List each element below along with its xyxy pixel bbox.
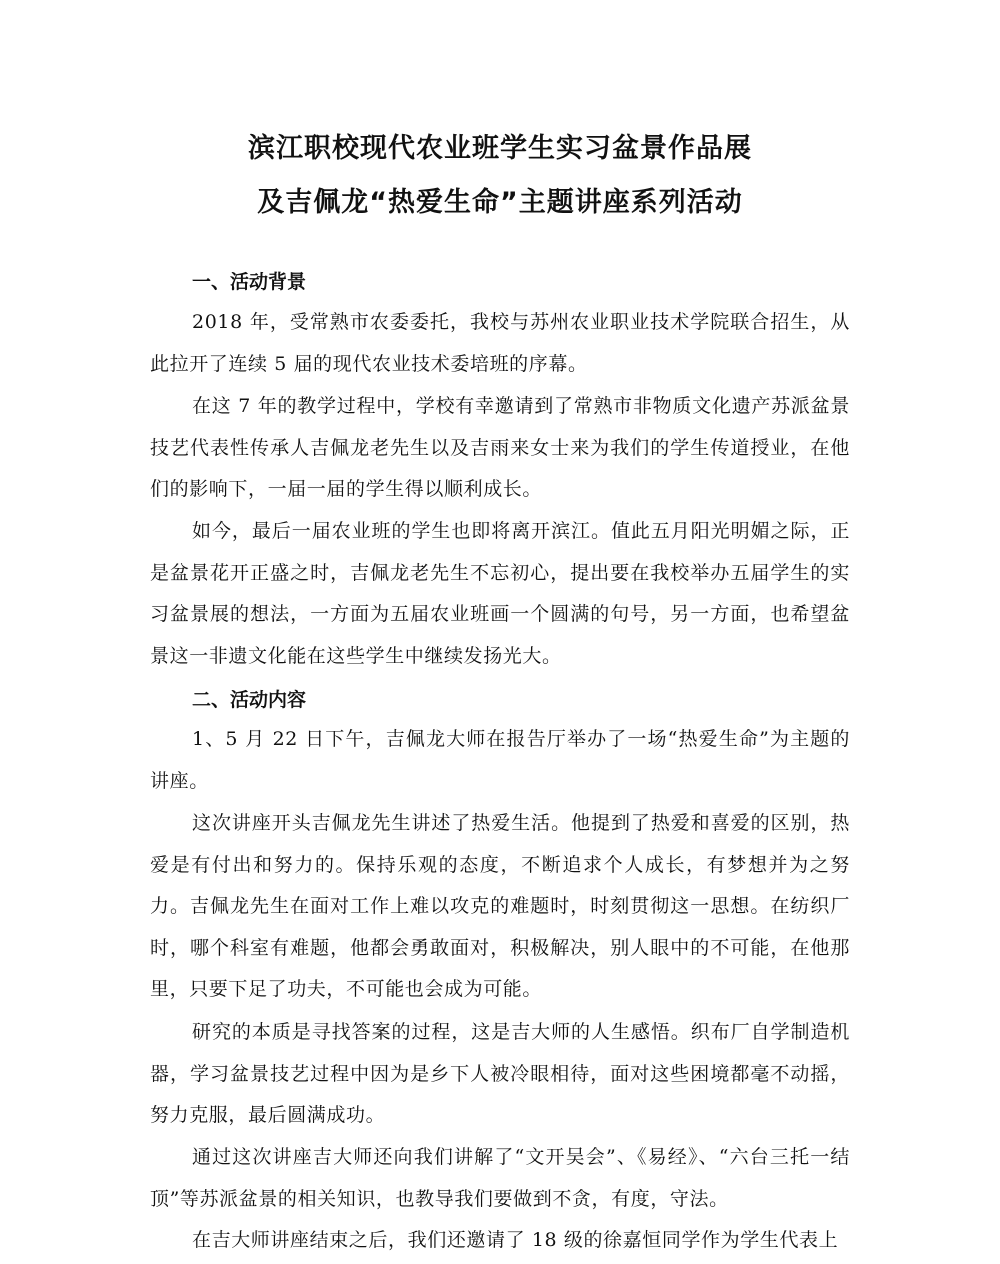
document-title-line-2: 及吉佩龙“热爱生命”主题讲座系列活动 xyxy=(257,187,743,218)
paragraph-3: 如今，最后一届农业班的学生也即将离开滨江。值此五月阳光明媚之际，正是盆景花开正盛之时，吉佩龙老先生不忘初心，提出要在我校举办五届学生的实习盆景展的想法，一方面为五届农业班画一个圆满的句号，另一方面，也希望盆景这一非遗文化能在这些学生中继续发扬光大。 xyxy=(150,520,850,667)
paragraph-5: 这次讲座开头吉佩龙先生讲述了热爱生活。他提到了热爱和喜爱的区别，热爱是有付出和努力的。保持乐观的态度，不断追求个人成长，有梦想并为之努力。吉佩龙先生在面对工作上难以攻克的难题时，时刻贯彻这一思想。在纺织厂时，哪个科室有难题，他都会勇敢面对，积极解决，别人眼中的不可能，在他那里，只要下足了功夫，不可能也会成为可能。 xyxy=(150,812,850,1000)
paragraph-6: 研究的本质是寻找答案的过程，这是吉大师的人生感悟。织布厂自学制造机器，学习盆景技艺过程中因为是乡下人被冷眼相待，面对这些困境都毫不动摇，努力克服，最后圆满成功。 xyxy=(150,1021,850,1126)
document-title-line-1: 滨江职校现代农业班学生实习盆景作品展 xyxy=(248,133,752,164)
paragraph-8: 在吉大师讲座结束之后，我们还邀请了 18 级的徐嘉恒同学作为学生代表上 xyxy=(192,1229,839,1251)
section-heading-content: 二、活动内容 xyxy=(192,689,307,711)
section-heading-background: 一、活动背景 xyxy=(192,271,307,293)
paragraph-4: 1、5 月 22 日下午，吉佩龙大师在报告厅举办了一场“热爱生命”为主题的讲座。 xyxy=(150,728,850,792)
paragraph-7: 通过这次讲座吉大师还向我们讲解了“文开吴会”、《易经》、“六台三托一结顶”等苏派盆景的相关知识，也教导我们要做到不贪，有度，守法。 xyxy=(150,1146,850,1210)
paragraph-1: 2018 年，受常熟市农委委托，我校与苏州农业职业技术学院联合招生，从此拉开了连续 5 届的现代农业技术委培班的序幕。 xyxy=(150,311,850,375)
paragraph-2: 在这 7 年的教学过程中，学校有幸邀请到了常熟市非物质文化遗产苏派盆景技艺代表性传承人吉佩龙老先生以及吉雨来女士来为我们的学生传道授业，在他们的影响下，一届一届的学生得以顺利成长。 xyxy=(150,395,850,500)
